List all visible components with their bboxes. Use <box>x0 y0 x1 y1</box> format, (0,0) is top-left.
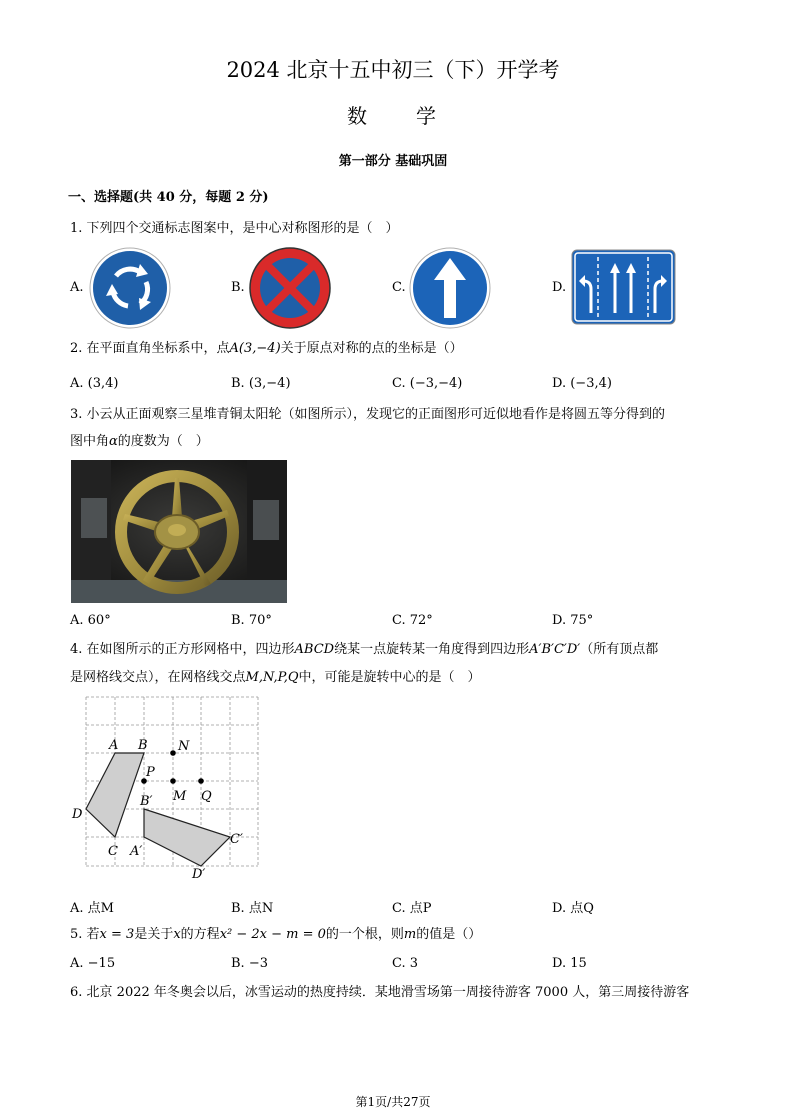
q5-option-b: B. −3 <box>231 956 268 971</box>
quadrilateral-abcd <box>86 753 144 837</box>
q1-option-d-label: D. <box>552 280 567 295</box>
q2-point: A(3,−4) <box>229 341 281 356</box>
question-4-stem-line-2 <box>70 670 481 686</box>
q4-option-a: A. 点M <box>70 901 114 916</box>
question-5-stem <box>70 927 481 943</box>
question-2-stem <box>70 341 463 357</box>
q2-option-d: D. (−3,4) <box>552 376 612 391</box>
part-heading: 第一部分 基础巩固 <box>338 154 448 169</box>
label-b-prime: B′ <box>140 794 153 809</box>
q3-option-b: B. 70° <box>231 613 272 628</box>
question-4-stem-line-1 <box>70 642 658 658</box>
q4-option-c: C. 点P <box>392 901 432 916</box>
label-p: P <box>146 765 155 780</box>
label-q: Q <box>201 789 212 804</box>
page-title: 2024 北京十五中初三（下）开学考 <box>226 58 560 82</box>
rotation-grid-diagram <box>70 692 270 884</box>
q2-option-a: A. (3,4) <box>70 376 119 391</box>
q4-quad2: A′B′C′D′ <box>529 642 581 657</box>
q3-stem-prefix: 图中角 <box>70 434 110 449</box>
question-3-stem-line-1: 3. 小云从正面观察三星堆青铜太阳轮（如图所示），发现它的正面图形可近似地看作是将圆五等分得到的 <box>70 407 666 422</box>
subject-title: 数 学 <box>347 104 439 128</box>
q2-option-c: C. (−3,−4) <box>392 376 463 391</box>
section-heading: 一、选择题(共 40 分，每题 2 分) <box>68 190 269 205</box>
question-6-stem: 6. 北京 2022 年冬奥会以后，冰雪运动的热度持续．某地滑雪场第一周接待游客 7000 人，第三周接待游客 <box>70 985 690 1000</box>
q5-stem-d: 的一个根，则 <box>325 927 404 942</box>
q4-option-d: D. 点Q <box>552 901 594 916</box>
q4-stem-c: （所有顶点都 <box>580 642 659 657</box>
point-m-dot <box>170 778 176 784</box>
question-1-stem: 1. 下列四个交通标志图案中，是中心对称图形的是（ ） <box>70 221 399 236</box>
lane-direction-sign-icon <box>571 249 676 325</box>
bronze-sun-wheel-photo <box>71 460 287 603</box>
label-n: N <box>178 739 190 754</box>
q1-option-b-label: B. <box>231 280 245 295</box>
q5-stem-a: 5. 若 <box>70 927 100 942</box>
q5-option-a: A. −15 <box>70 956 116 971</box>
q4-stem-e: 中，可能是旋转中心的是（ ） <box>298 670 481 685</box>
q5-stem-e: 的值是（） <box>416 927 482 942</box>
q5-option-c: C. 3 <box>392 956 419 971</box>
point-q-dot <box>198 778 204 784</box>
q4-stem-a: 4. 在如图所示的正方形网格中，四边形 <box>70 642 295 657</box>
q4-quad1: ABCD <box>294 642 335 657</box>
label-c-prime: C′ <box>230 832 243 847</box>
q5-stem-b: 是关于 <box>134 927 174 942</box>
q5-option-d: D. 15 <box>552 956 587 971</box>
point-n-dot <box>170 750 176 756</box>
q3-option-d: D. 75° <box>552 613 594 628</box>
label-m: M <box>173 789 187 804</box>
q5-x: x <box>173 927 181 942</box>
q2-stem-suffix: 关于原点对称的点的坐标是（） <box>280 341 463 356</box>
q1-option-a-label: A. <box>70 280 84 295</box>
q4-points: M,N,P,Q <box>245 670 299 685</box>
label-a-prime: A′ <box>130 844 143 859</box>
q1-option-c-label: C. <box>392 280 406 295</box>
page-number: 第1页/共27页 <box>355 1095 431 1109</box>
no-parking-sign-icon <box>248 246 332 330</box>
q2-option-b: B. (3,−4) <box>231 376 291 391</box>
quadrilateral-a2b2c2d2 <box>144 809 230 866</box>
q3-option-c: C. 72° <box>392 613 433 628</box>
label-c: C <box>108 844 118 859</box>
q5-m: m <box>403 927 417 942</box>
q4-stem-d: 是网格线交点），在网格线交点 <box>70 670 246 685</box>
label-d: D <box>72 807 83 822</box>
q4-stem-b: 绕某一点旋转某一角度得到四边形 <box>334 642 530 657</box>
q5-x-eq: x = 3 <box>99 927 135 942</box>
q3-alpha: α <box>109 434 118 449</box>
q2-stem-prefix: 2. 在平面直角坐标系中，点 <box>70 341 230 356</box>
roundabout-sign-icon <box>88 246 172 330</box>
question-3-stem-line-2 <box>70 434 209 450</box>
label-b: B <box>138 738 148 753</box>
straight-ahead-sign-icon <box>408 246 492 330</box>
q4-option-b: B. 点N <box>231 901 274 916</box>
label-d-prime: D′ <box>192 867 206 882</box>
q3-option-a: A. 60° <box>70 613 111 628</box>
q5-stem-c: 的方程 <box>180 927 220 942</box>
q3-stem-suffix: 的度数为（ ） <box>117 434 209 449</box>
label-a: A <box>109 738 119 753</box>
q5-equation: x² − 2x − m = 0 <box>219 927 326 942</box>
